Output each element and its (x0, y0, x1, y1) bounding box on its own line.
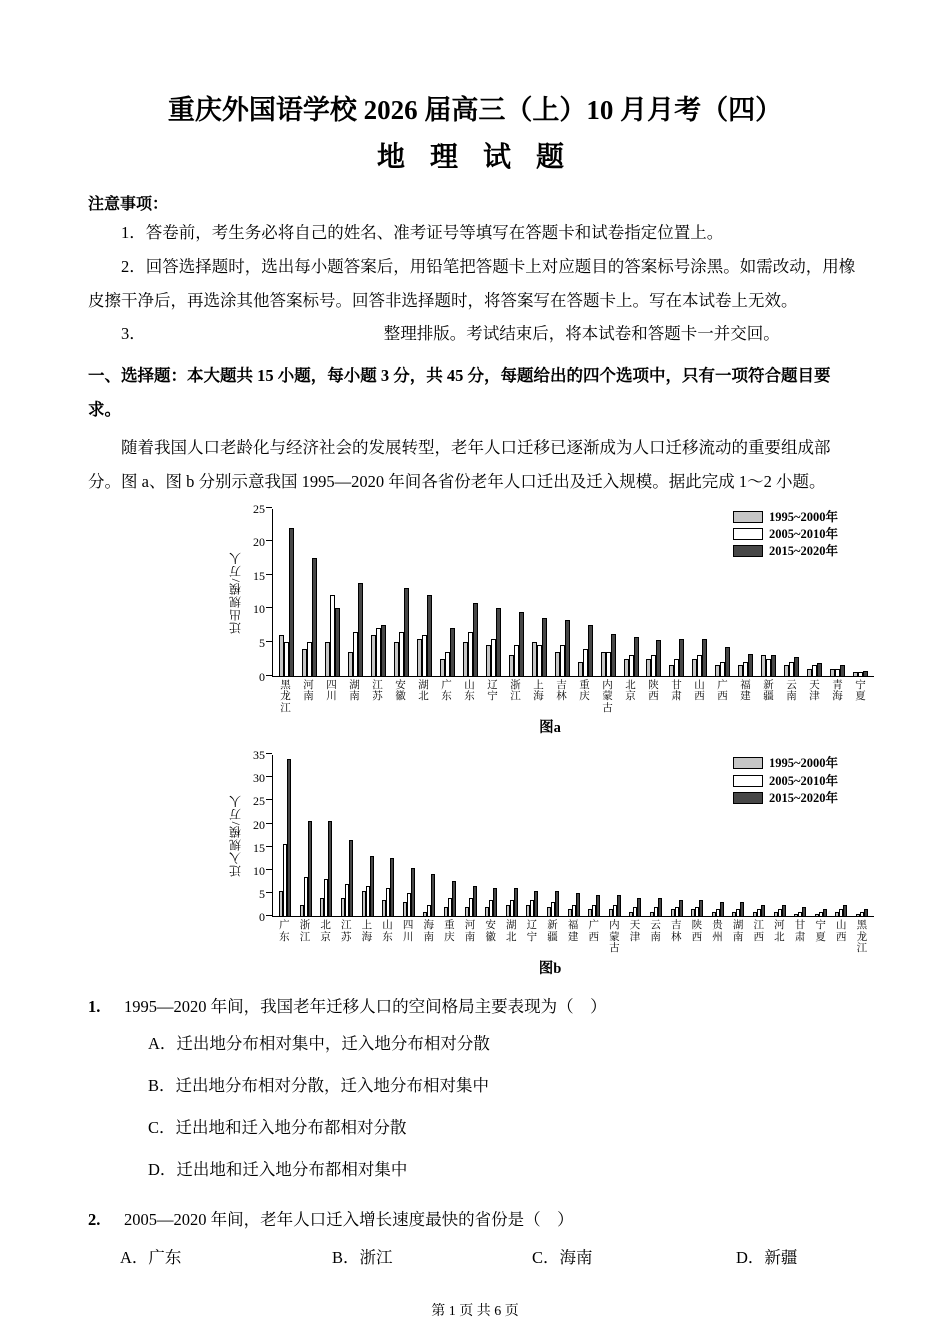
bar (287, 759, 291, 916)
bar-group (780, 657, 803, 676)
x-category-label: 江苏 (340, 920, 352, 943)
bar (740, 902, 744, 916)
bar (656, 640, 661, 676)
bar-group (298, 558, 321, 676)
y-tick-mark (266, 846, 272, 847)
bar (473, 603, 478, 676)
x-category-label: 广东 (279, 920, 290, 943)
bar-group (852, 909, 873, 916)
bar (519, 612, 524, 676)
y-tick-label: 20 (253, 817, 265, 832)
x-category-label: 甘肃 (794, 920, 806, 943)
bar (637, 898, 641, 917)
bar-group (666, 900, 687, 916)
bar-group (482, 608, 505, 675)
legend-label: 1995~2000年 (768, 509, 838, 524)
bar-group (646, 898, 667, 917)
bar-group (505, 612, 528, 676)
option-a: A．迁出地分布相对集中，迁入地分布相对分散 (148, 1033, 490, 1053)
y-axis (244, 501, 272, 684)
bar (817, 663, 822, 675)
bar (349, 840, 353, 916)
bar-group (378, 858, 399, 916)
bar-group (275, 759, 296, 916)
bar-group (769, 905, 790, 917)
x-category-label: 陕西 (648, 679, 659, 703)
chart-b-caption: 图b (538, 960, 562, 977)
legend-swatch (733, 511, 763, 523)
bar (493, 888, 497, 916)
bar (565, 620, 570, 676)
bar-group (460, 886, 481, 916)
notice-heading: 注意事项： (88, 196, 169, 213)
x-category-label: 宁夏 (855, 679, 866, 703)
bar-group (344, 583, 367, 676)
bar-group (440, 881, 461, 916)
bar-group (665, 639, 688, 676)
page-title: 重庆外国语学校 2026 届高三（上）10 月月考（四） (167, 95, 783, 125)
bar-group (413, 595, 436, 676)
bar-group (790, 907, 811, 916)
bar (411, 868, 415, 917)
legend-swatch (733, 792, 763, 804)
bar-group (296, 821, 317, 916)
x-category-label: 广东 (441, 679, 452, 703)
bar (308, 821, 312, 916)
bar-group (419, 874, 440, 916)
option-c: C．海南 (532, 1248, 593, 1268)
bar-group (605, 895, 626, 916)
chart-a-block (226, 501, 874, 738)
x-category-label: 吉林 (670, 920, 682, 943)
option-d: D．迁出地和迁入地分布都相对集中 (148, 1159, 408, 1179)
x-category-label: 广西 (717, 679, 728, 703)
bar (335, 608, 340, 675)
y-tick-mark (266, 892, 272, 893)
bar (864, 909, 868, 916)
notice-section (88, 191, 862, 351)
bar (679, 900, 683, 916)
question-stem: 随着我国人口老龄化与经济社会的发展转型，老年人口迁移已逐渐成为人口迁移流动的重要组成部分。图 a、图 b 分别示意我国 1995—2020 年间各省份老年人口迁出及迁入规模。据此完成 1～2 小题。 (88, 437, 831, 491)
bar-group (707, 902, 728, 916)
y-tick-mark (266, 799, 272, 800)
x-category-label: 上海 (533, 679, 544, 703)
question-1-number: 1. (88, 996, 101, 1016)
bar-group (337, 840, 358, 916)
bar-group (528, 618, 551, 675)
x-category-label: 湖南 (349, 679, 360, 703)
bar (381, 625, 386, 675)
bar (596, 895, 600, 916)
legend-item (733, 544, 838, 558)
bar (312, 558, 317, 676)
section-heading: 一、选择题：本大题共 15 小题，每小题 3 分，共 45 分，每题给出的四个选项中，只有一项符合题目要求。 (88, 366, 831, 420)
page-footer: 第 1 页 共 6 页 (431, 1304, 519, 1319)
option-a: A．广东 (120, 1248, 182, 1268)
y-tick-label: 10 (253, 602, 265, 617)
x-category-label: 安徽 (395, 679, 406, 703)
chart-a-caption: 图a (539, 720, 561, 737)
x-category-label: 甘肃 (671, 679, 682, 703)
bar (514, 888, 518, 916)
x-category-label: 安徽 (485, 920, 496, 943)
x-category-label: 四川 (402, 920, 414, 943)
legend-label: 2005~2010年 (768, 773, 838, 788)
x-category-label: 辽宁 (526, 920, 538, 943)
x-category-label: 重庆 (579, 679, 590, 703)
y-tick-mark (266, 540, 272, 541)
x-category-label: 北京 (320, 920, 331, 943)
bar-group (831, 905, 852, 917)
legend-item (733, 527, 838, 541)
bar (843, 905, 847, 917)
y-tick-label: 25 (253, 501, 265, 516)
bar-group (316, 821, 337, 916)
y-tick-mark (266, 507, 272, 508)
bar (802, 907, 806, 916)
x-category-label: 内蒙古 (602, 679, 613, 714)
y-tick-mark (266, 753, 272, 754)
bar-group (597, 634, 620, 676)
bar (328, 821, 332, 916)
y-tick-mark (266, 574, 272, 575)
bar (370, 856, 374, 916)
y-tick-label: 35 (253, 748, 265, 763)
y-tick-mark (266, 776, 272, 777)
bar-group (688, 639, 711, 676)
y-axis-title: 迁入规模/万人 (228, 794, 243, 878)
x-category-label: 黑龙江 (280, 679, 291, 714)
x-category-label: 河南 (464, 920, 476, 943)
notice-item-3-text: 整理排版。考试结束后，将本试卷和答题卡一并交回。 (383, 324, 780, 344)
y-tick-mark (266, 915, 272, 916)
bar-group (481, 888, 502, 916)
bar (289, 528, 294, 676)
x-category-label: 新疆 (763, 679, 774, 703)
bar-group (574, 625, 597, 675)
bar (771, 655, 776, 675)
notice-item-2: 2．回答选择题时，选出每小题答案后，用铅笔把答题卡上对应题目的答案标号涂黑。如需改动，用橡皮擦干净后，再选涂其他答案标号。回答非选择题时，将答案写在答题卡上。写在本试卷上无效。 (88, 256, 856, 310)
question-2-text: 2005—2020 年间，老年人口迁入增长速度最快的省份是（ ） (124, 1210, 574, 1230)
bar (588, 625, 593, 675)
bar-group (687, 900, 708, 916)
question-1-text: 1995—2020 年间，我国老年迁移人口的空间格局主要表现为（ ） (124, 996, 607, 1016)
bar (576, 893, 580, 916)
bar (452, 881, 456, 916)
bar-group (551, 620, 574, 676)
legend-label: 2005~2010年 (768, 526, 838, 541)
bar-group (543, 891, 564, 916)
bar (863, 671, 868, 676)
x-category-label: 湖南 (732, 920, 744, 943)
x-category-label: 辽宁 (487, 679, 498, 703)
x-category-label: 上海 (361, 920, 373, 943)
chart-a (226, 501, 874, 715)
y-tick-label: 15 (253, 568, 265, 583)
option-d: D．新疆 (736, 1248, 798, 1268)
bar-group (620, 637, 643, 676)
legend-item (733, 756, 838, 770)
bar (534, 891, 538, 916)
bar (611, 634, 616, 676)
x-category-label: 宁夏 (815, 920, 826, 943)
y-tick-mark (266, 823, 272, 824)
question-1 (88, 990, 862, 1191)
bar-group (803, 663, 826, 675)
bar (427, 595, 432, 676)
x-category-label: 海南 (423, 920, 434, 943)
x-category-label: 福建 (567, 920, 579, 943)
legend-swatch (733, 775, 763, 787)
bar (358, 583, 363, 676)
legend-item (733, 774, 838, 788)
x-category-label: 四川 (326, 679, 337, 703)
x-category-label: 内蒙古 (609, 920, 620, 955)
x-category-label: 湖北 (505, 920, 517, 943)
x-category-label: 天津 (629, 920, 641, 943)
bar-group (757, 655, 780, 675)
question-2 (88, 1203, 862, 1268)
x-category-label: 云南 (650, 920, 661, 943)
notice-item-3 (88, 317, 862, 351)
bar-group (749, 905, 770, 917)
bar-group (810, 909, 831, 916)
bar (823, 909, 827, 916)
x-category-label: 河北 (774, 920, 785, 943)
bar-group (321, 595, 344, 676)
bar (634, 637, 639, 676)
x-category-label: 浙江 (510, 679, 521, 703)
bar (450, 628, 455, 675)
bar-group (502, 888, 523, 916)
y-tick-label: 20 (253, 535, 265, 550)
y-tick-label: 5 (259, 887, 265, 901)
x-category-label: 青海 (832, 679, 843, 703)
x-category-label: 北京 (625, 679, 636, 703)
bar (761, 905, 765, 917)
bar-group (390, 588, 413, 675)
bar (794, 657, 799, 676)
x-category-label: 重庆 (444, 920, 455, 943)
y-tick-mark (266, 607, 272, 608)
bar-group (625, 898, 646, 917)
bar (555, 891, 559, 916)
notice-item-1: 1．答卷前，考生务必将自己的姓名、准考证号等填写在答题卡和试卷指定位置上。 (121, 223, 724, 242)
y-tick-mark (266, 675, 272, 676)
bar-group (849, 671, 872, 676)
bar (617, 895, 621, 916)
y-tick-label: 0 (259, 669, 265, 684)
bar-group (643, 640, 666, 676)
bar-group (436, 628, 459, 675)
bar-group (826, 665, 849, 675)
x-category-label: 山东 (464, 679, 475, 703)
option-b: B．浙江 (332, 1248, 393, 1268)
y-tick-label: 25 (253, 794, 265, 809)
legend-swatch (733, 545, 763, 557)
x-category-label: 河南 (303, 679, 314, 703)
x-category-label: 山东 (382, 920, 393, 943)
bar (840, 665, 845, 675)
y-tick-mark (266, 641, 272, 642)
legend (731, 755, 840, 809)
legend-item (733, 510, 838, 524)
x-category-label: 黑龙江 (856, 920, 868, 955)
bar-group (728, 902, 749, 916)
x-category-label: 贵州 (712, 920, 723, 943)
question-2-options (88, 1244, 862, 1268)
bar-group (734, 654, 757, 676)
bar (699, 900, 703, 916)
x-category-label: 浙江 (299, 920, 311, 943)
bar-group (367, 625, 390, 675)
x-category-label: 江苏 (372, 679, 383, 703)
x-category-label: 福建 (740, 679, 751, 703)
x-category-label: 湖北 (418, 679, 429, 703)
bar-group (357, 856, 378, 916)
bar (404, 588, 409, 675)
bar-group (399, 868, 420, 917)
legend (731, 509, 840, 563)
question-2-number: 2. (88, 1210, 101, 1230)
x-category-label: 吉林 (556, 679, 567, 703)
x-category-label: 山西 (835, 920, 847, 943)
bar (782, 905, 786, 917)
bar-group (275, 528, 298, 676)
bar (473, 886, 477, 916)
y-tick-label: 15 (253, 840, 265, 855)
y-axis-title: 迁出规模/万人 (228, 551, 243, 634)
y-tick-label: 5 (259, 635, 265, 650)
bar (720, 902, 724, 916)
legend-label: 1995~2000年 (768, 756, 838, 771)
bar (725, 647, 730, 675)
page-subtitle: 地 理 试 题 (376, 142, 573, 173)
x-category-label: 天津 (809, 679, 820, 703)
y-tick-label: 30 (253, 771, 265, 786)
chart-b-block (226, 748, 874, 978)
bar-group (584, 895, 605, 916)
legend-label: 2015~2020年 (768, 544, 838, 559)
bar-group (522, 891, 543, 916)
x-category-label: 陕西 (691, 920, 703, 943)
legend-label: 2015~2020年 (768, 790, 838, 805)
notice-item-3-number: 3． (121, 324, 146, 344)
option-b: B．迁出地分布相对分散，迁入地分布相对集中 (148, 1075, 490, 1095)
legend-item (733, 791, 838, 805)
question-1-options (148, 1023, 862, 1191)
x-category-label: 云南 (786, 679, 797, 703)
bar (496, 608, 501, 675)
bar (679, 639, 684, 676)
bar-group (711, 647, 734, 675)
x-axis-labels (272, 677, 874, 715)
bar-group (563, 893, 584, 916)
bar (748, 654, 753, 676)
bar (658, 898, 662, 917)
y-tick-mark (266, 869, 272, 870)
bar (390, 858, 394, 916)
bar (702, 639, 707, 676)
y-tick-label: 10 (253, 863, 265, 878)
legend-swatch (733, 757, 763, 769)
x-category-label: 江西 (753, 920, 764, 943)
x-category-label: 广西 (588, 920, 599, 943)
x-category-label: 山西 (694, 679, 705, 703)
y-tick-label: 0 (259, 910, 265, 925)
bar-group (459, 603, 482, 676)
chart-b (226, 748, 874, 955)
bar (542, 618, 547, 675)
x-axis-labels (272, 917, 874, 955)
legend-swatch (733, 528, 763, 540)
bar (431, 874, 435, 916)
option-c: C．迁出地和迁入地分布都相对分散 (148, 1117, 407, 1137)
x-category-label: 新疆 (547, 920, 558, 943)
